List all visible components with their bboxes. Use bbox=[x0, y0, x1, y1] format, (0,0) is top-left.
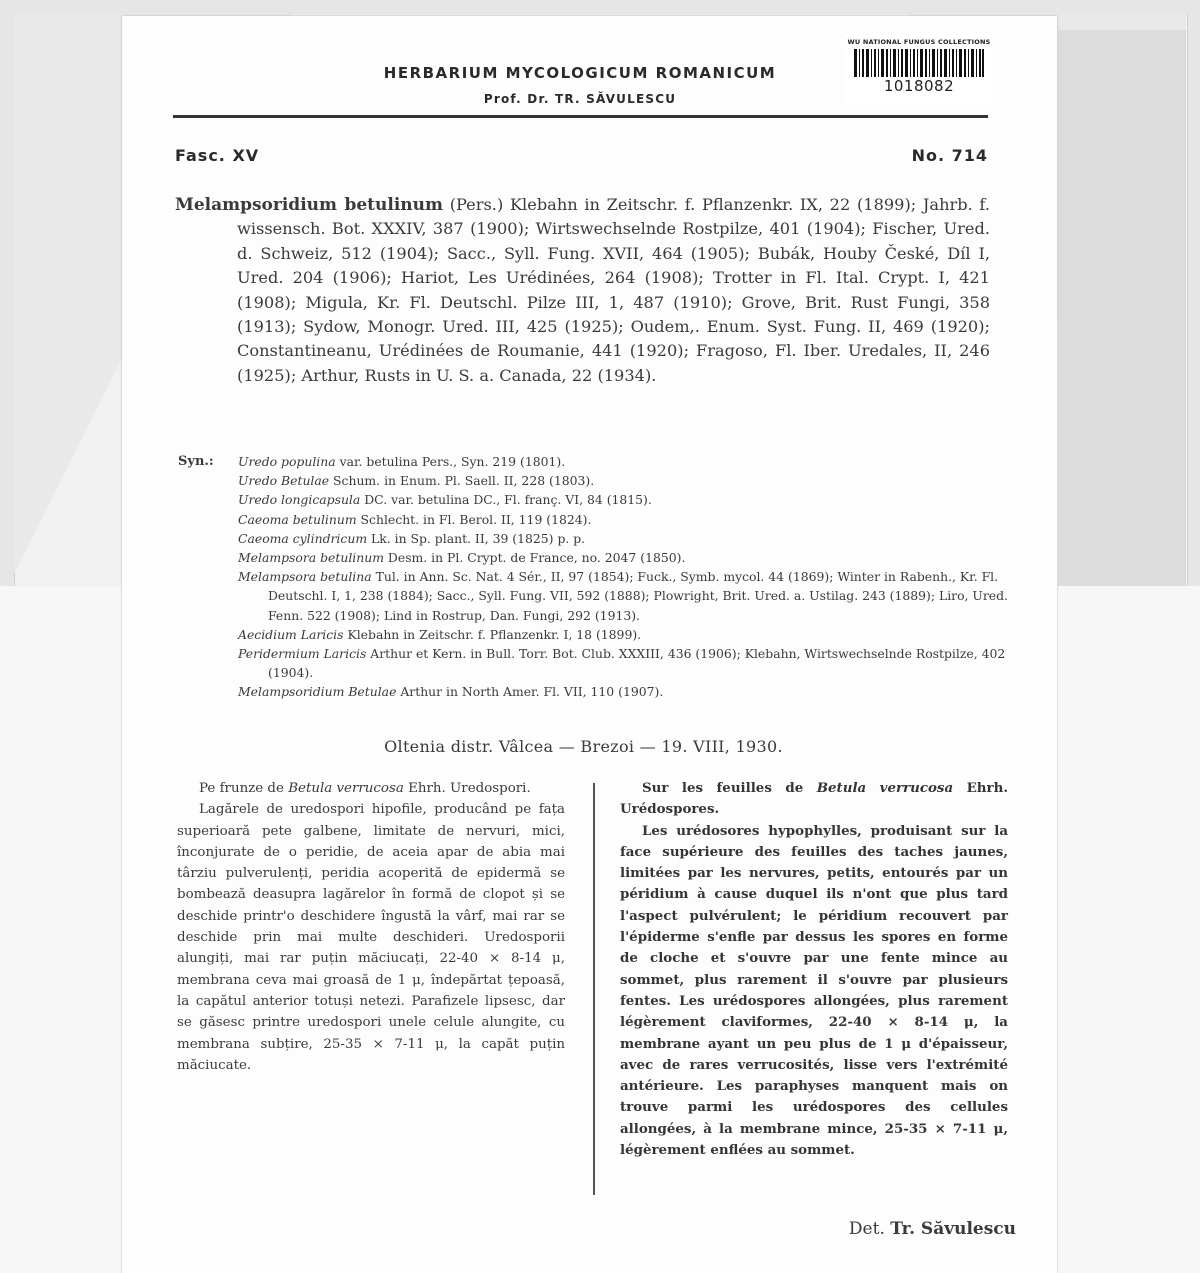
description-text: Les urédosores hypophylles, produisant sur la face supérieure des feuilles des taches jaunes, limitées par les nervures, petits, entourés par un péridium à cause duquel ils n'ont que plus tard l'aspect pulvérulent; le péridium recouvert par l'épiderme s'enfle par dessus les spores en forme de cloche et s'ouvre par une fente mince au sommet, plus rarement il s'ouvre par plusieurs fentes. Les urédospores allongées, plus rarement légèrement claviformes, 22-40 × 8-14 μ, la membrane ayant un peu plus de 1 μ d'épaisseur, avec de rares verrucosités, lisse vers l'extrémité antérieure. Les paraphyses manquent mais on trouve parmi les urédospores des cellules allongées, à la membrane mince, 25-35 × 7-11 μ, légèrement enflées au sommet. bbox=[620, 822, 1008, 1159]
description-french bbox=[620, 778, 1008, 1161]
synonym-reference: Klebahn in Zeitschr. f. Pflanzenkr. I, 18 (1899). bbox=[343, 626, 642, 642]
herbarium-subtitle: Prof. Dr. TR. SĂVULESCU bbox=[483, 92, 677, 106]
citation-text: (Pers.) Klebahn in Zeitschr. f. Pflanzenkr. IX, 22 (1899); Jahrb. f. wissensch. Bot. XXXIV, 387 (1900); Wirtswechselnde Rostpilze, 401 (1904); Fischer, Ured. d. Schweiz, 512 (1904); Sacc., Syll. Fung. XVII, 464 (1905); Bubák, Houby České, Díl I, Ured. 204 (1906); Hariot, Les Urédinées, 264 (1908); Trotter in Fl. Ital. Crypt. I, 421 (1908); Migula, Kr. Fl. Deutschl. Pilze III, 1, 487 (1910); Grove, Brit. Rust Fungi, 358 (1913); Sydow, Monogr. Ured. III, 425 (1925); Oudem,. Enum. Syst. Fung. II, 469 (1920); Constantineanu, Urédinées de Roumanie, 441 (1920); Fragoso, Fl. Iber. Uredales, II, 246 (1925); Arthur, Rusts in U. S. a. Canada, 22 (1934). bbox=[237, 195, 990, 385]
barcode-caption: WU NATIONAL FUNGUS COLLECTIONS bbox=[847, 38, 991, 46]
synonym-reference: Schlecht. in Fl. Berol. II, 119 (1824). bbox=[356, 511, 592, 527]
host-suffix: Ehrh. Urédospores. bbox=[620, 780, 1008, 818]
synonym-item bbox=[238, 510, 1008, 529]
synonyms-list bbox=[238, 452, 1008, 702]
host-name: Betula verrucosa bbox=[288, 781, 404, 796]
synonym-item bbox=[238, 471, 1008, 490]
synonym-name: Melampsora betulinum bbox=[238, 550, 384, 566]
host-prefix: Pe frunze de bbox=[199, 781, 289, 796]
description-text: Lagărele de uredospori hipofile, producând pe fața superioară pete galbene, limitate de nervuri, mici, înconjurate de o peridie, de aceia apar de abia mai târziu pulverulenți, peridia acoperită de epidermă se bombează deasupra lagărelor în formă de clopot și se deschide printr'o deschidere îngustă la vârf, mai rar se deschide prin mai multe deschideri. Uredosporii alungiți, mai rar puțin măciucați, 22-40 × 8-14 μ, membrana ceva mai groasă de 1 μ, îndepărtat țepoasă, la capătul anterior totuși netezi. Parafizele lipsesc, dar se găsesc printre uredospori unele celule alungite, cu membrana subțire, 25-35 × 7-11 μ, la capăt puțin măciucate. bbox=[177, 802, 565, 1073]
column-divider bbox=[593, 783, 595, 1195]
determiner bbox=[849, 1219, 1016, 1239]
synonym-item bbox=[238, 644, 1008, 682]
synonym-item bbox=[238, 625, 1008, 644]
synonym-reference: DC. var. betulina DC., Fl. franç. VI, 84 (1815). bbox=[360, 492, 652, 508]
herbarium-title: HERBARIUM MYCOLOGICUM ROMANICUM bbox=[383, 64, 777, 82]
synonym-item bbox=[238, 452, 1008, 471]
host-suffix: Ehrh. Uredospori. bbox=[403, 781, 531, 796]
synonym-item bbox=[238, 682, 1008, 701]
header-divider bbox=[173, 115, 988, 118]
determiner-name: Tr. Săvulescu bbox=[890, 1219, 1016, 1239]
description-romanian bbox=[177, 778, 565, 1076]
synonyms-label: Syn.: bbox=[178, 454, 214, 469]
synonym-reference: Desm. in Pl. Crypt. de France, no. 2047 (1850). bbox=[383, 550, 686, 566]
synonym-name: Melampsora betulina bbox=[238, 569, 372, 585]
synonym-name: Uredo populina bbox=[238, 454, 336, 469]
synonym-item bbox=[238, 548, 1008, 567]
host-prefix: Sur les feuilles de bbox=[642, 780, 817, 796]
synonym-reference: Schum. in Enum. Pl. Saell. II, 228 (1803). bbox=[329, 473, 595, 489]
synonym-item bbox=[238, 567, 1008, 625]
synonym-reference: Arthur et Kern. in Bull. Torr. Bot. Club. XXXIII, 436 (1906); Klebahn, Wirtswechselnde Rostpilze, 402 (1904). bbox=[268, 646, 1006, 681]
collection-locality: Oltenia distr. Vâlcea — Brezoi — 19. VIII, 1930. bbox=[384, 737, 783, 756]
synonym-name: Uredo Betulae bbox=[238, 473, 330, 489]
synonym-reference: Lk. in Sp. plant. II, 39 (1825) p. p. bbox=[367, 530, 586, 546]
synonym-name: Caeoma betulinum bbox=[238, 511, 357, 527]
specimen-number: No. 714 bbox=[911, 146, 988, 165]
synonym-name: Melampsoridium Betulae bbox=[238, 684, 397, 700]
synonyms-block bbox=[178, 452, 1008, 702]
synonym-name: Aecidium Laricis bbox=[238, 626, 344, 642]
synonym-item bbox=[238, 529, 1008, 548]
species-name: Melampsoridium betulinum bbox=[175, 195, 444, 215]
synonym-reference: Tul. in Ann. Sc. Nat. 4 Sér., II, 97 (1854); Fuck., Symb. mycol. 44 (1869); Winter in Rabenh., Kr. Fl. Deutschl. I, 1, 238 (1884); Sacc., Syll. Fung. VII, 592 (1888); Plowright, Brit. Ured. a. Ustilag. 243 (1889); Liro, Ured. Fenn. 522 (1908); Lind in Rostrup, Dan. Fungi, 292 (1913). bbox=[268, 569, 1008, 623]
determiner-prefix: Det. bbox=[848, 1219, 885, 1239]
barcode-icon bbox=[854, 49, 984, 77]
synonym-item bbox=[238, 490, 1008, 509]
synonym-name: Peridermium Laricis bbox=[238, 646, 367, 662]
fascicle-number: Fasc. XV bbox=[175, 146, 260, 165]
synonym-name: Caeoma cylindricum bbox=[238, 530, 368, 546]
synonym-name: Uredo longicapsula bbox=[238, 492, 361, 508]
barcode-number: 1018082 bbox=[883, 77, 955, 95]
envelope-edge bbox=[1058, 30, 1186, 590]
host-name: Betula verrucosa bbox=[816, 780, 954, 796]
synonym-reference: Arthur in North Amer. Fl. VII, 110 (1907). bbox=[396, 684, 664, 700]
species-citation bbox=[175, 193, 990, 388]
synonym-reference: var. betulina Pers., Syn. 219 (1801). bbox=[335, 454, 566, 469]
